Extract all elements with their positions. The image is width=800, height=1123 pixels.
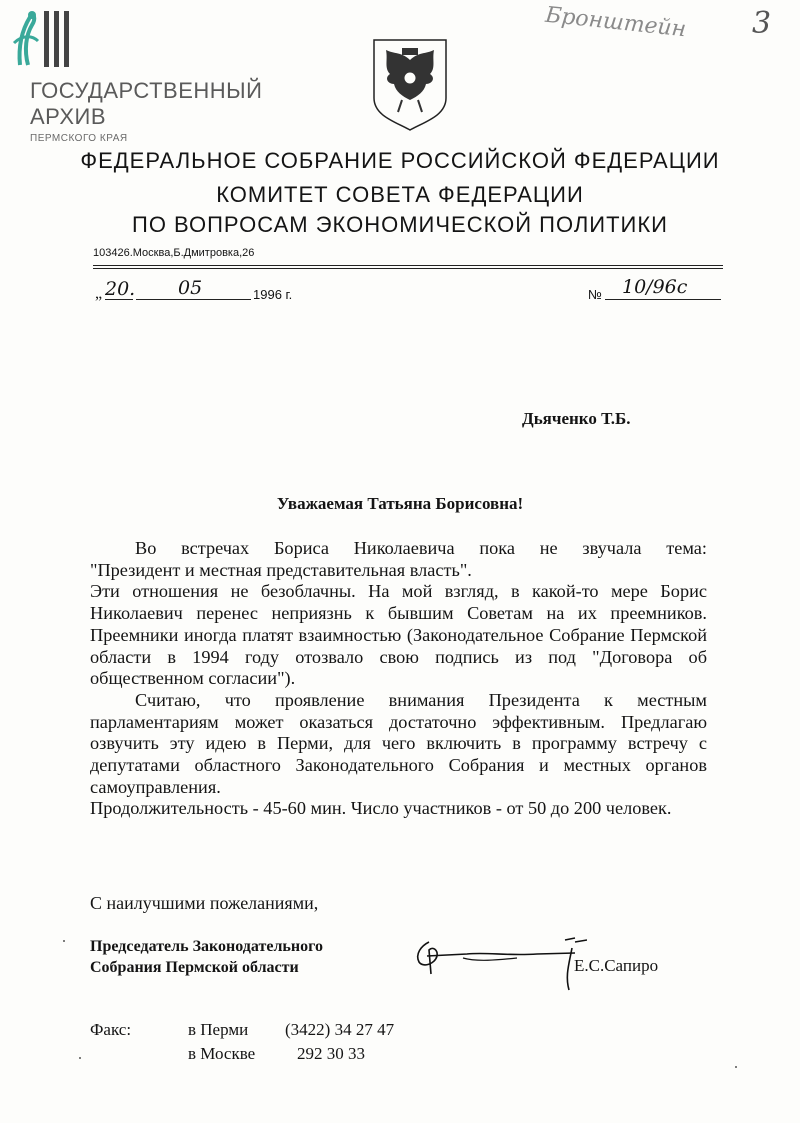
letter-body — [90, 538, 707, 820]
archive-logo-icon — [10, 5, 72, 76]
document-number-value: 10/96с — [622, 276, 688, 298]
salutation: Уважаемая Татьяна Борисовна! — [276, 494, 524, 513]
fax-city-moscow: в Москве — [188, 1044, 256, 1063]
scan-speck — [735, 1066, 737, 1068]
document-number-label: № — [588, 287, 602, 302]
fax-label: Факс: — [90, 1020, 132, 1039]
scan-speck — [79, 1057, 81, 1059]
handwritten-signature-icon — [407, 928, 587, 1003]
closing: С наилучшими пожеланиями, — [90, 893, 319, 913]
date-day-underline — [105, 299, 133, 300]
document-number-underline — [605, 299, 721, 300]
archive-name-line3: ПЕРМСКОГО КРАЯ — [30, 133, 128, 144]
paragraph: Эти отношения не безоблачны. На мой взгляд, в какой-то мере Борис Николаевич перенес неприязнь к бывшим Советам на их преемников. Преемники иногда платят взаимностью (Законодательное Собрание Пермской области в 1994 году отозвало свою подпись из под "Договора об общественном согласии"). — [90, 581, 707, 689]
letterhead-divider — [93, 268, 723, 269]
letterhead-line3: ПО ВОПРОСАМ ЭКОНОМИЧЕСКОЙ ПОЛИТИКИ — [132, 212, 668, 237]
paragraph: Во встречах Бориса Николаевича пока не звучала тема: — [135, 538, 707, 558]
handwritten-note: Бронштейн — [544, 2, 688, 43]
date-month: 05 — [178, 277, 203, 299]
fax-number-perm: (3422) 34 27 47 — [285, 1020, 395, 1039]
date-month-underline — [136, 299, 251, 300]
archive-name-line1: ГОСУДАРСТВЕННЫЙ — [30, 78, 263, 103]
letterhead-line1: ФЕДЕРАЛЬНОЕ СОБРАНИЕ РОССИЙСКОЙ ФЕДЕРАЦИИ — [80, 148, 720, 173]
date-year: 1996 г. — [253, 287, 293, 302]
signer-title-line2: Собрания Пермской области — [90, 959, 299, 976]
coat-of-arms-icon — [372, 38, 448, 137]
handwritten-page-number: 3 — [752, 6, 772, 41]
paragraph: Продолжительность - 45-60 мин. Число участников - от 50 до 200 человек. — [90, 798, 672, 819]
letterhead-address: 103426.Москва,Б.Дмитровка,26 — [93, 247, 255, 259]
paragraph: "Президент и местная представительная власть". — [90, 559, 472, 580]
signer-title-line1: Председатель Законодательного — [90, 938, 323, 955]
fax-city-perm: в Перми — [188, 1020, 249, 1039]
archive-name-line2: АРХИВ — [30, 104, 107, 129]
paragraph: Считаю, что проявление внимания Президента к местным парламентариям может оказаться достаточно эффективным. Предлагаю озвучить эту идею в Перми, для чего включить в программу встречу с депутатами областного Законодательного Собрания и местных органов самоуправления. — [90, 689, 707, 797]
letterhead-line2: КОМИТЕТ СОВЕТА ФЕДЕРАЦИИ — [216, 182, 584, 207]
date-day: 20. — [105, 278, 136, 300]
recipient: Дьяченко Т.Б. — [522, 409, 631, 428]
fax-number-moscow: 292 30 33 — [297, 1044, 365, 1063]
letterhead-divider — [93, 265, 723, 266]
signer-name: Е.С.Сапиро — [574, 956, 659, 975]
date-open-quote: „ — [95, 285, 103, 302]
signer-title — [90, 936, 323, 978]
scan-speck — [63, 940, 65, 942]
